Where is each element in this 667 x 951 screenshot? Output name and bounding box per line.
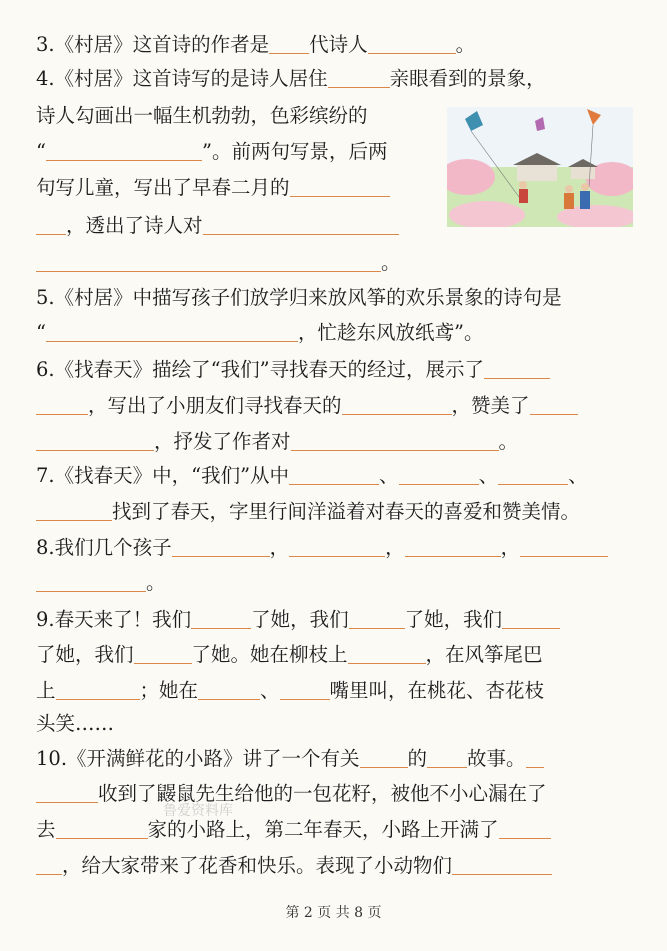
q9-text: ；她在 bbox=[139, 679, 199, 702]
answer-blank[interactable] bbox=[36, 500, 112, 521]
q8-text: 8.我们几个孩子 bbox=[36, 536, 172, 559]
answer-blank[interactable] bbox=[342, 394, 452, 415]
question-8-line bbox=[36, 533, 608, 563]
q7-text: 找到了春天，字里行间洋溢着对春天的喜爱和赞美情。 bbox=[112, 500, 581, 523]
question-7-line bbox=[36, 497, 580, 527]
answer-blank[interactable] bbox=[348, 643, 426, 664]
answer-blank[interactable] bbox=[36, 854, 62, 875]
q4-text: 亲眼看到的景象， bbox=[389, 67, 546, 90]
q8-text: 。 bbox=[146, 571, 166, 594]
q4-text: 句写儿童，写出了早春二月的 bbox=[36, 176, 290, 199]
q9-text: 了她，我们 bbox=[36, 643, 134, 666]
q9-text: 了她，我们 bbox=[404, 608, 503, 631]
q5-text: 5.《村居》中描写孩子们放学归来放风筝的欢乐景象的诗句是 bbox=[36, 286, 562, 309]
answer-blank[interactable] bbox=[399, 464, 479, 485]
question-4-line bbox=[36, 64, 546, 94]
q8-text: ， bbox=[385, 536, 405, 559]
answer-blank[interactable] bbox=[405, 536, 501, 557]
answer-blank[interactable] bbox=[289, 536, 385, 557]
answer-blank[interactable] bbox=[46, 140, 202, 161]
question-5-line bbox=[36, 318, 483, 348]
page-number-footer: 第 2 页 共 8 页 bbox=[285, 905, 382, 921]
q4-text: ，透出了诗人对 bbox=[66, 214, 203, 237]
watermark-text: 鲁爱资料库 bbox=[163, 803, 233, 819]
q9-text: 、 bbox=[260, 679, 280, 702]
q10-text: 故事。 bbox=[467, 747, 526, 770]
q5-text: “ bbox=[36, 321, 46, 344]
q10-text: 的 bbox=[407, 747, 428, 770]
q7-text: 、 bbox=[478, 464, 499, 487]
answer-blank[interactable] bbox=[56, 818, 148, 839]
q4-text: “ bbox=[36, 140, 46, 163]
question-9-line bbox=[36, 640, 543, 670]
q8-text: ， bbox=[500, 536, 521, 559]
answer-blank[interactable] bbox=[360, 747, 408, 768]
q4-text: ”。前两句写景，后两 bbox=[201, 140, 388, 163]
q4-text: 诗人勾画出一幅生机勃勃，色彩缤纷的 bbox=[36, 104, 368, 127]
question-4-line bbox=[36, 211, 399, 241]
answer-blank[interactable] bbox=[290, 176, 390, 197]
q9-text: 嘴里叫，在桃花、杏花枝 bbox=[329, 679, 545, 702]
answer-blank[interactable] bbox=[280, 679, 330, 700]
question-9-line bbox=[36, 676, 544, 706]
q7-text: 7.《找春天》中，“我们”从中 bbox=[36, 464, 290, 487]
q3-text: 代诗人 bbox=[309, 33, 368, 56]
q4-text: 。 bbox=[381, 251, 401, 274]
question-6-line bbox=[36, 427, 518, 457]
answer-blank[interactable] bbox=[368, 33, 456, 54]
answer-blank[interactable] bbox=[526, 747, 544, 768]
question-6-line bbox=[36, 355, 550, 385]
question-10-line bbox=[36, 851, 552, 881]
answer-blank[interactable] bbox=[36, 430, 154, 451]
answer-blank[interactable] bbox=[499, 818, 551, 839]
answer-blank[interactable] bbox=[36, 251, 381, 272]
answer-blank[interactable] bbox=[36, 782, 98, 803]
kite-flying-illustration bbox=[447, 107, 633, 227]
answer-blank[interactable] bbox=[498, 464, 568, 485]
question-10-line bbox=[36, 815, 551, 845]
answer-blank[interactable] bbox=[452, 854, 552, 875]
q9-text: 9.春天来了！我们 bbox=[36, 608, 192, 631]
q6-text: 。 bbox=[498, 430, 519, 453]
q6-text: 6.《找春天》描绘了“我们”寻找春天的经过，展示了 bbox=[36, 358, 485, 381]
answer-blank[interactable] bbox=[203, 214, 399, 235]
answer-blank[interactable] bbox=[46, 321, 298, 342]
q9-text: 了她。她在柳枝上 bbox=[191, 643, 348, 666]
q9-text: 头笑…… bbox=[36, 712, 115, 735]
question-10-line bbox=[36, 779, 547, 809]
question-8-line bbox=[36, 568, 166, 598]
q5-text: ，忙趁东风放纸鸢”。 bbox=[297, 321, 484, 344]
answer-blank[interactable] bbox=[328, 67, 390, 88]
answer-blank[interactable] bbox=[191, 608, 251, 629]
q6-text: ，抒发了作者对 bbox=[154, 430, 291, 453]
q10-text: 家的小路上，第二年春天，小路上开满了 bbox=[147, 818, 499, 841]
q7-text: 、 bbox=[379, 464, 399, 487]
question-9-line bbox=[36, 709, 114, 739]
answer-blank[interactable] bbox=[56, 679, 140, 700]
q9-text: 上 bbox=[36, 679, 56, 702]
answer-blank[interactable] bbox=[36, 214, 66, 235]
answer-blank[interactable] bbox=[291, 430, 499, 451]
question-4-line bbox=[36, 173, 390, 203]
question-9-line bbox=[36, 605, 560, 635]
q9-text: 了她，我们 bbox=[251, 608, 349, 631]
q6-text: ，写出了小朋友们寻找春天的 bbox=[88, 394, 342, 417]
q10-text: 去 bbox=[36, 818, 56, 841]
question-5-line bbox=[36, 283, 562, 313]
question-7-line bbox=[36, 461, 588, 491]
answer-blank[interactable] bbox=[289, 464, 379, 485]
q10-text: 10.《开满鲜花的小路》讲了一个有关 bbox=[36, 747, 360, 770]
answer-blank[interactable] bbox=[269, 33, 309, 54]
question-6-line bbox=[36, 391, 578, 421]
question-4-line bbox=[36, 248, 401, 278]
q10-text: 收到了鼹鼠先生给他的一包花籽，被他不小心漏在了 bbox=[98, 782, 547, 805]
answer-blank[interactable] bbox=[36, 394, 88, 415]
answer-blank[interactable] bbox=[502, 608, 560, 629]
q3-text: 。 bbox=[455, 33, 476, 56]
question-4-line bbox=[36, 137, 387, 167]
answer-blank[interactable] bbox=[484, 358, 550, 379]
answer-blank[interactable] bbox=[134, 643, 192, 664]
q9-text: ，在风筝尾巴 bbox=[425, 643, 543, 666]
answer-blank[interactable] bbox=[172, 536, 270, 557]
question-3-line bbox=[36, 30, 475, 60]
q10-text: ，给大家带来了花香和快乐。表现了小动物们 bbox=[62, 854, 453, 877]
answer-blank[interactable] bbox=[427, 747, 467, 768]
q7-text: 、 bbox=[568, 464, 588, 487]
q4-text: 4.《村居》这首诗写的是诗人居住 bbox=[36, 67, 328, 90]
answer-blank[interactable] bbox=[198, 679, 260, 700]
question-4-line bbox=[36, 101, 368, 131]
q3-text: 3.《村居》这首诗的作者是 bbox=[36, 33, 270, 56]
answer-blank[interactable] bbox=[530, 394, 578, 415]
q8-text: ， bbox=[269, 536, 290, 559]
answer-blank[interactable] bbox=[36, 571, 146, 592]
question-10-line bbox=[36, 744, 544, 774]
answer-blank[interactable] bbox=[520, 536, 608, 557]
answer-blank[interactable] bbox=[349, 608, 405, 629]
q6-text: ，赞美了 bbox=[451, 394, 530, 417]
